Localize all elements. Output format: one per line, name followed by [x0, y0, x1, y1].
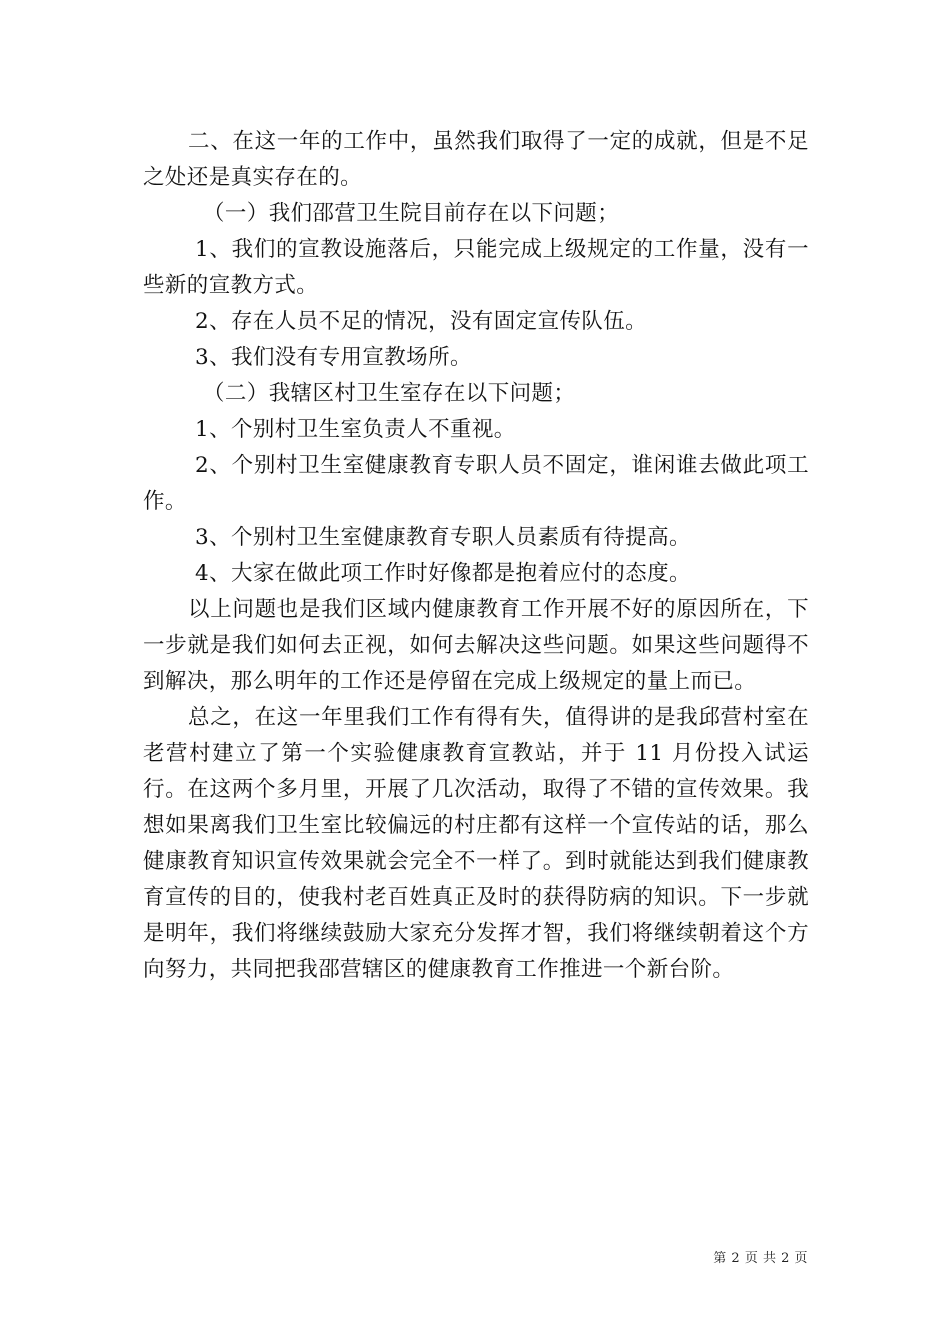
paragraph-item: 4、大家在做此项工作时好像都是抱着应付的态度。: [195, 561, 691, 586]
paragraph-item: 1、我们的宣教设施落后，只能完成上级规定的工作量，没有一些新的宣教方式。: [143, 237, 809, 298]
paragraph-section-two: 二、在这一年的工作中，虽然我们取得了一定的成就，但是不足之处还是真实存在的。: [143, 129, 809, 190]
document-body: [143, 124, 809, 988]
paragraph-item: 3、个别村卫生室健康教育专职人员素质有待提高。: [195, 525, 691, 550]
page-number-footer: 第 2 页 共 2 页: [713, 1251, 808, 1266]
paragraph-item: 1、个别村卫生室负责人不重视。: [195, 417, 516, 442]
paragraph-item: 3、我们没有专用宣教场所。: [195, 345, 472, 370]
paragraph-body: 以上问题也是我们区域内健康教育工作开展不好的原因所在，下一步就是我们如何去正视，如何去解决这些问题。如果这些问题得不到解决，那么明年的工作还是停留在完成上级规定的量上而已。: [143, 597, 809, 694]
paragraph-summary: 总之，在这一年里我们工作有得有失，值得讲的是我邱营村室在老营村建立了第一个实验健康教育宣教站，并于 11 月份投入试运行。在这两个多月里，开展了几次活动，取得了不错的宣传效果。我想如果离我们卫生室比较偏远的村庄都有这样一个宣传站的话，那么健康教育知识宣传效果就会完全不一样了。到时就能达到我们健康教育宣传的目的，使我村老百姓真正及时的获得防病的知识。下一步就是明年，我们将继续鼓励大家充分发挥才智，我们将继续朝着这个方向努力，共同把我邵营辖区的健康教育工作推进一个新台阶。: [143, 705, 809, 982]
paragraph-item: 2、个别村卫生室健康教育专职人员不固定，谁闲谁去做此项工作。: [143, 453, 809, 514]
paragraph-subheading-two: （二）我辖区村卫生室存在以下问题；: [203, 381, 576, 406]
paragraph-subheading-one: （一）我们邵营卫生院目前存在以下问题；: [203, 201, 620, 226]
paragraph-item: 2、存在人员不足的情况，没有固定宣传队伍。: [195, 309, 648, 334]
